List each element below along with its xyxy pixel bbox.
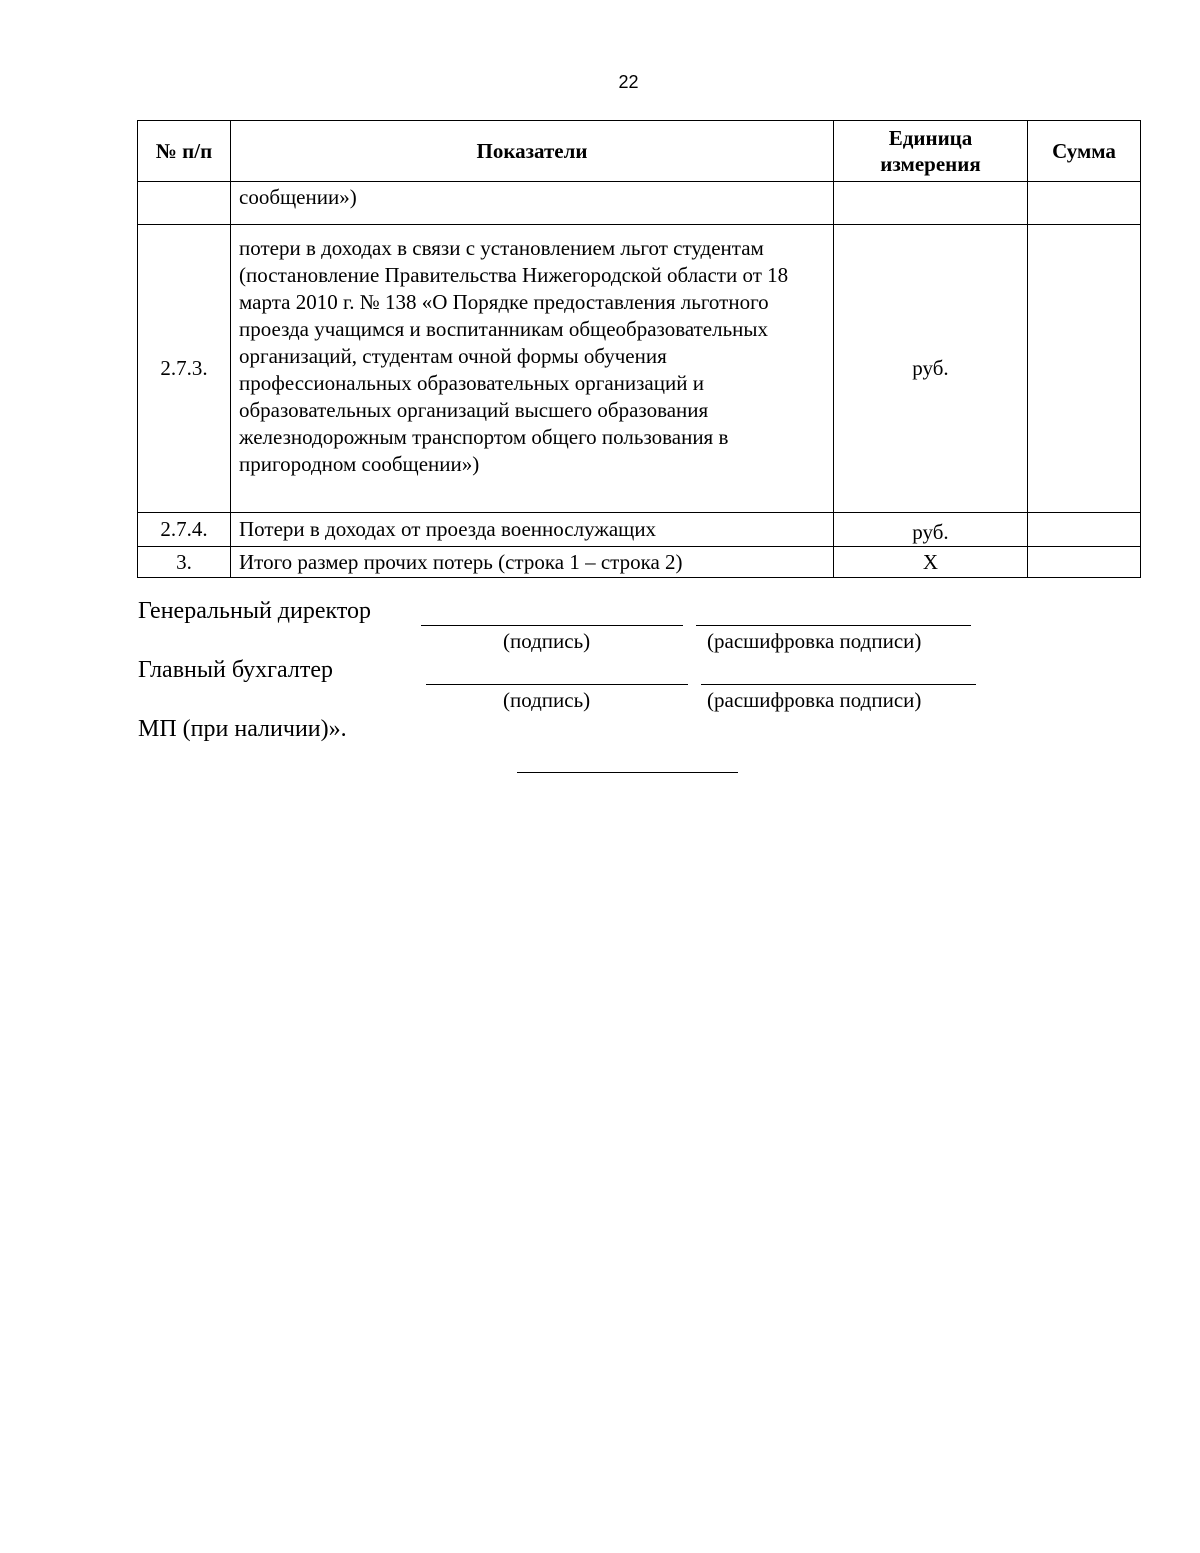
accountant-signature-line (426, 684, 688, 685)
row-sum (1028, 547, 1141, 578)
stamp-label: МП (при наличии)». (138, 716, 347, 742)
row-indicator: Потери в доходах от проезда военнослужащих (231, 513, 834, 547)
row-sum (1028, 225, 1141, 513)
row-indicator: сообщении») (231, 182, 834, 225)
indicators-table (137, 120, 1141, 578)
accountant-decoding-caption: (расшифровка подписи) (707, 688, 922, 712)
table-row (138, 225, 1141, 513)
row-num (138, 182, 231, 225)
row-unit (834, 182, 1028, 225)
header-unit: Единица измерения (834, 121, 1028, 182)
row-indicator: Итого размер прочих потерь (строка 1 – строка 2) (231, 547, 834, 578)
row-unit: Х (834, 547, 1028, 578)
director-decoding-line (696, 625, 971, 626)
table-header-row (138, 121, 1141, 182)
header-indicator: Показатели (231, 121, 834, 182)
row-unit: руб. (834, 225, 1028, 513)
table-row (138, 513, 1141, 547)
director-signature-caption: (подпись) (503, 629, 591, 653)
accountant-signature-caption: (подпись) (503, 688, 591, 712)
table-row (138, 182, 1141, 225)
row-sum (1028, 513, 1141, 547)
director-label: Генеральный директор (138, 598, 372, 624)
header-num: № п/п (138, 121, 231, 182)
row-sum (1028, 182, 1141, 225)
table-row (138, 547, 1141, 578)
header-sum: Сумма (1028, 121, 1141, 182)
director-signature-line (421, 625, 683, 626)
row-num: 2.7.4. (138, 513, 231, 547)
closing-rule (517, 772, 738, 773)
accountant-label: Главный бухгалтер (138, 657, 333, 683)
row-num: 3. (138, 547, 231, 578)
accountant-decoding-line (701, 684, 976, 685)
row-num: 2.7.3. (138, 225, 231, 513)
page-number: 22 (618, 72, 639, 92)
row-unit: руб. (834, 513, 1028, 547)
row-indicator: потери в доходах в связи с установлением льгот студентам (постановление Правительства Нижегородской области от 18 марта 2010 г. № 138 «О Порядке предоставления льготного проезда учащимся и воспитанникам общеобразовательных организаций, студентам очной формы обучения профессиональных образовательных организаций и образовательных организаций высшего образования железнодорожным транспортом общего пользования в пригородном сообщении») (231, 225, 834, 513)
director-decoding-caption: (расшифровка подписи) (707, 629, 922, 653)
